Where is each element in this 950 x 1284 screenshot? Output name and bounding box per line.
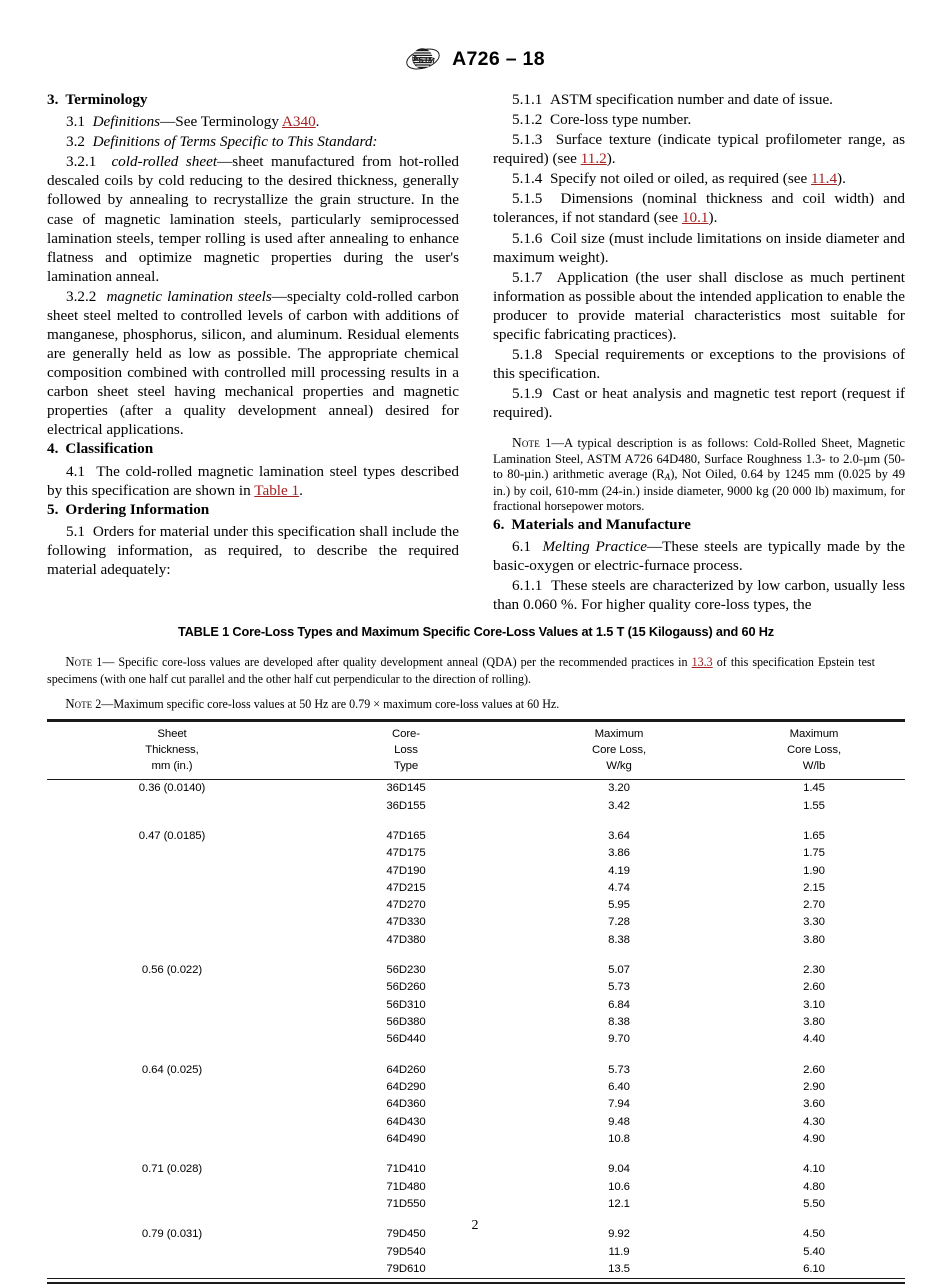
spacer-cell [723, 1148, 905, 1161]
cell-core-loss-type: 36D155 [386, 799, 426, 812]
paragraph-text: Dimensions (nominal thickness and coil width) and tolerances, if not standard (see [493, 190, 906, 227]
paragraph-3-1 [47, 112, 459, 131]
cell-core-loss-type: 47D270 [386, 899, 426, 912]
table-body [47, 780, 905, 1279]
header-line: Sheet [157, 727, 187, 740]
cell-max-core-loss-wlb: 4.30 [803, 1115, 825, 1128]
svg-text:A: A [412, 53, 420, 64]
paragraph-text-tail: ). [606, 150, 616, 168]
table-row [47, 1079, 905, 1096]
rule-cell [723, 1279, 905, 1284]
cell-max-core-loss-wlb: 5.50 [803, 1198, 825, 1211]
cell-sheet-thickness: 0.71 (0.028) [141, 1163, 203, 1176]
cell-sheet-thickness: 0.47 (0.0185) [138, 829, 206, 842]
spacer-cell [723, 1049, 905, 1062]
column-header-sheet-thickness [47, 726, 297, 775]
svg-text:M: M [427, 55, 436, 66]
paragraph-4-1 [47, 462, 459, 500]
spacer-cell [47, 949, 297, 962]
table-row [47, 1261, 905, 1279]
table-row [47, 798, 905, 815]
note-label: Note [65, 695, 93, 711]
column-header-core-loss-type [297, 726, 515, 775]
cell-max-core-loss-wkg: 11.9 [608, 1245, 630, 1258]
cross-reference-11-4[interactable]: 11.4 [811, 170, 838, 188]
table-caption: TABLE 1 Core-Loss Types and Maximum Specific Core-Loss Values at 1.5 T (15 Kilogauss) and 60 Hz [177, 624, 775, 639]
cell-max-core-loss-wlb: 2.60 [803, 981, 825, 994]
cell-max-core-loss-wkg: 9.70 [608, 1033, 630, 1046]
paragraph-text-tail: . [299, 481, 303, 499]
paragraph-number: 5.1.2 [512, 111, 543, 129]
section-number: 5. [47, 500, 59, 518]
note-text-tail: of this specification Epstein test specimens (with one half cut parallel and the other half cut perpendicular to the direction of rolling). [47, 655, 875, 686]
cell-max-core-loss-wkg: 7.28 [608, 916, 630, 929]
cell-core-loss-type: 47D380 [386, 933, 426, 946]
table-row [47, 880, 905, 897]
cell-max-core-loss-wlb: 4.40 [803, 1033, 825, 1046]
cell-core-loss-type: 36D145 [386, 782, 426, 795]
cell-max-core-loss-wlb: 4.80 [803, 1180, 825, 1193]
cell-max-core-loss-wlb: 3.80 [803, 1016, 825, 1029]
spacer-cell [515, 949, 723, 962]
header-line: Loss [394, 743, 418, 756]
spacer-cell [297, 1049, 515, 1062]
header-line: W/kg [606, 760, 632, 772]
table-row [47, 1062, 905, 1079]
table-group-spacer [47, 1148, 905, 1161]
cross-reference-13-3[interactable]: 13.3 [691, 655, 713, 669]
paragraph-text-tail: ). [708, 209, 718, 227]
cell-core-loss-type: 79D450 [386, 1228, 426, 1241]
cell-max-core-loss-wlb: 1.75 [803, 847, 825, 860]
cell-max-core-loss-wkg: 5.73 [608, 981, 630, 994]
subscript-a: A [664, 472, 671, 483]
cell-max-core-loss-wlb: 1.55 [803, 799, 825, 812]
table-row [47, 845, 905, 862]
cell-sheet-thickness [47, 1261, 297, 1279]
rule-cell [47, 1279, 297, 1284]
note-text: —A typical description is as follows: Cold-Rolled Sheet, Magnetic Lamination Steel, ASTM A726 64D480, Surface Roughness 1.3- to 2.0-µm (50- to 80-µin.) arithmetic average (R [493, 436, 905, 482]
header-line: Maximum [594, 727, 644, 740]
paragraph-text: —These steels are typically made by the basic-oxygen or electric-furnace process. [493, 537, 905, 574]
cell-max-core-loss-wkg: 3.64 [608, 829, 630, 842]
note-number: 2 [95, 696, 102, 711]
section-heading-terminology [47, 90, 459, 109]
cell-core-loss-type: 71D410 [386, 1163, 426, 1176]
cell-max-core-loss-wlb: 5.40 [803, 1245, 825, 1258]
paragraph-6-1-1 [493, 576, 905, 614]
table-row [47, 962, 905, 979]
cell-core-loss-type: 64D360 [386, 1098, 426, 1111]
spacer-cell [47, 1049, 297, 1062]
paragraph-title: Definitions of Terms Specific to This Standard: [92, 133, 378, 151]
paragraph-5-1-3 [493, 130, 905, 168]
paragraph-5-1-4 [493, 169, 905, 188]
note-label: Note [512, 435, 540, 451]
cell-core-loss-type: 56D230 [386, 964, 426, 977]
left-column [47, 90, 459, 614]
body-columns [47, 90, 905, 614]
cell-sheet-thickness [47, 897, 297, 914]
paragraph-text: Surface texture (indicate typical profilometer range, as required) (see [493, 131, 905, 168]
cell-sheet-thickness [47, 880, 297, 897]
table-row [47, 1096, 905, 1113]
table-group-spacer [47, 1049, 905, 1062]
section-title: Ordering Information [65, 500, 210, 518]
paragraph-5-1-9 [493, 384, 905, 422]
paragraph-3-2 [47, 132, 459, 151]
section-heading-ordering-information [47, 500, 459, 519]
spacer-cell [515, 1148, 723, 1161]
core-loss-table [47, 719, 905, 1284]
cell-core-loss-type: 47D215 [386, 881, 426, 894]
cell-max-core-loss-wkg: 10.6 [608, 1180, 630, 1193]
column-header-max-core-loss-wlb [723, 726, 905, 775]
cell-sheet-thickness [47, 932, 297, 949]
table-group-spacer [47, 815, 905, 828]
cell-core-loss-type: 47D190 [386, 864, 426, 877]
cell-max-core-loss-wkg: 9.92 [608, 1228, 630, 1241]
cell-max-core-loss-wkg: 7.94 [608, 1098, 630, 1111]
paragraph-text: —See Terminology [160, 113, 282, 131]
cell-max-core-loss-wkg: 6.40 [608, 1081, 630, 1094]
table-row [47, 897, 905, 914]
cell-sheet-thickness: 0.64 (0.025) [141, 1063, 203, 1076]
cell-core-loss-type: 71D480 [386, 1180, 426, 1193]
cell-max-core-loss-wlb: 2.60 [803, 1063, 825, 1076]
paragraph-3-2-2 [47, 287, 459, 440]
cell-sheet-thickness [47, 914, 297, 931]
paragraph-text: —specialty cold-rolled carbon sheet steel melted to controlled levels of carbon with additions of manganese, phosphorus, silicon, and aluminum. Residual elements are generally held as low as possible. The appropriate chemical composition combined with controlled mill processing results in a carbon sheet steel having mechanical properties and magnetic properties (after a quality development anneal) desired for electrical applications. [47, 287, 460, 439]
paragraph-text: ASTM specification number and date of issue. [549, 91, 833, 108]
rule-cell [515, 1279, 723, 1284]
paragraph-5-1-7 [493, 268, 905, 344]
table-row [47, 997, 905, 1014]
cell-core-loss-type: 64D290 [386, 1081, 426, 1094]
table-footer [47, 1279, 905, 1284]
spacer-cell [297, 1148, 515, 1161]
cell-max-core-loss-wkg: 13.5 [608, 1263, 630, 1276]
paragraph-number: 5.1.7 [512, 268, 543, 286]
cell-max-core-loss-wlb: 1.45 [803, 782, 825, 795]
paragraph-number: 3.2.1 [66, 153, 97, 171]
spacer-cell [723, 949, 905, 962]
section-number: 3. [47, 91, 59, 108]
paragraph-number: 5.1 [66, 522, 85, 540]
cell-sheet-thickness [47, 997, 297, 1014]
table-group-spacer [47, 949, 905, 962]
paragraph-5-1-5 [493, 189, 905, 227]
header-line: Type [393, 760, 419, 772]
astm-logo-icon [405, 44, 441, 74]
cell-max-core-loss-wkg: 3.42 [608, 799, 630, 812]
cell-max-core-loss-wlb: 3.60 [803, 1098, 825, 1111]
table-1-block [47, 624, 905, 1284]
cell-max-core-loss-wlb: 3.10 [803, 998, 825, 1011]
cell-max-core-loss-wkg: 8.38 [608, 933, 630, 946]
paragraph-number: 3.1 [66, 113, 85, 131]
cell-sheet-thickness [47, 979, 297, 996]
cell-core-loss-type: 64D490 [386, 1133, 426, 1146]
table-row [47, 1014, 905, 1031]
defined-term: magnetic lamination steels [106, 287, 272, 305]
note-1-right-column [493, 435, 905, 514]
paragraph-number: 4.1 [66, 462, 85, 480]
cell-max-core-loss-wkg: 9.48 [608, 1115, 630, 1128]
cell-max-core-loss-wkg: 8.38 [608, 1016, 630, 1029]
header-line: Core Loss, [591, 743, 647, 756]
cell-max-core-loss-wkg: 4.74 [608, 881, 630, 894]
cell-sheet-thickness [47, 1031, 297, 1048]
paragraph-number: 5.1.5 [512, 190, 543, 208]
paragraph-number: 6.1.1 [512, 576, 543, 594]
cell-core-loss-type: 47D175 [386, 847, 426, 860]
paragraph-number: 3.2 [66, 133, 85, 151]
cell-max-core-loss-wkg: 6.84 [608, 998, 630, 1011]
section-title: Materials and Manufacture [511, 515, 691, 533]
spacer-cell [515, 1049, 723, 1062]
header-line: Thickness, [145, 743, 199, 756]
paragraph-number: 3.2.2 [66, 287, 97, 305]
cell-max-core-loss-wlb: 3.30 [803, 916, 825, 929]
defined-term: cold-rolled sheet [111, 153, 218, 171]
cell-max-core-loss-wlb: 6.10 [803, 1263, 825, 1276]
note-number: 1 [545, 436, 552, 451]
table-row [47, 1196, 905, 1213]
cell-max-core-loss-wkg: 5.07 [608, 964, 630, 977]
paragraph-number: 6.1 [512, 537, 531, 555]
cell-core-loss-type: 56D380 [386, 1016, 426, 1029]
header-line: mm (in.) [151, 760, 193, 772]
cell-sheet-thickness [47, 1196, 297, 1213]
table-bottom-rule [47, 1279, 905, 1284]
cell-core-loss-type: 79D610 [386, 1263, 426, 1276]
table-row [47, 863, 905, 880]
cell-sheet-thickness [47, 1096, 297, 1113]
table-note-1 [47, 653, 875, 688]
section-title: Terminology [65, 91, 148, 108]
paragraph-text: Cast or heat analysis and magnetic test report (request if required). [493, 385, 906, 422]
table-header-row [47, 726, 905, 775]
spacer-cell [515, 815, 723, 828]
paragraph-text: Application (the user shall disclose as much pertinent information as possible about the intended application to enable the producer to provide material characteristics most suitable for specific fabricating practices). [493, 268, 906, 343]
page-header [0, 44, 950, 74]
paragraph-5-1-1 [493, 90, 905, 109]
cross-reference-10-1[interactable]: 10.1 [681, 209, 709, 227]
table-row [47, 1031, 905, 1048]
cell-core-loss-type: 56D440 [386, 1033, 426, 1046]
table-row [47, 1179, 905, 1196]
cell-max-core-loss-wlb: 1.90 [803, 864, 825, 877]
cell-max-core-loss-wkg: 9.04 [608, 1163, 630, 1176]
table-note-2 [47, 695, 875, 713]
section-title: Classification [65, 440, 154, 458]
column-header-max-core-loss-wkg [515, 726, 723, 775]
cell-sheet-thickness [47, 863, 297, 880]
note-text-tail: ), Not Oiled, 0.64 by 1245 mm (0.025 by 49 in.) by coil, 610-mm (24-in.) inside diameter, 9000 kg (20 000 lb) maximum, for fractional horsepower motors. [493, 467, 905, 514]
paragraph-number: 5.1.8 [512, 346, 543, 364]
cross-reference-11-2[interactable]: 11.2 [580, 150, 607, 168]
cell-core-loss-type: 56D260 [386, 981, 426, 994]
cell-core-loss-type: 64D260 [386, 1063, 426, 1076]
cell-sheet-thickness [47, 1079, 297, 1096]
rule-cell [297, 1279, 515, 1284]
paragraph-number: 5.1.9 [512, 385, 543, 403]
note-text: —Maximum specific core-loss values at 50 Hz are 0.79 × maximum core-loss values at 60 Hz. [101, 696, 560, 711]
cell-max-core-loss-wlb: 2.15 [803, 881, 825, 894]
table-row [47, 780, 905, 798]
cell-max-core-loss-wkg: 3.86 [608, 847, 630, 860]
spacer-cell [723, 815, 905, 828]
paragraph-text: —sheet manufactured from hot-rolled descaled coils by cold reducing to the desired thickness, generally followed by annealing to recrystallize the grain structure. In the case of magnetic lamination steels, particularly semiprocessed lamination steels, temper rolling is used after annealing to enhance flatness and optimize magnetic properties during the user's lamination anneal. [47, 153, 459, 285]
defined-term: Definitions [92, 113, 161, 131]
defined-term: Melting Practice [542, 537, 647, 555]
svg-text:S: S [418, 55, 425, 65]
cell-max-core-loss-wlb: 3.80 [803, 933, 825, 946]
table-row [47, 914, 905, 931]
paragraph-5-1-2 [493, 110, 905, 129]
note-label: Note [65, 654, 93, 669]
paragraph-text-tail: . [315, 113, 320, 131]
cell-core-loss-type: 47D330 [386, 916, 426, 929]
header-line: W/lb [802, 760, 826, 772]
cell-max-core-loss-wlb: 4.50 [803, 1228, 825, 1241]
spacer-cell [297, 949, 515, 962]
paragraph-number: 5.1.4 [512, 170, 543, 188]
spacer-cell [47, 815, 297, 828]
cell-max-core-loss-wlb: 2.30 [803, 964, 825, 977]
table-row [47, 932, 905, 949]
cell-core-loss-type: 56D310 [386, 998, 426, 1011]
paragraph-6-1 [493, 537, 905, 575]
cell-max-core-loss-wkg: 4.19 [608, 864, 630, 877]
header-line: Maximum [789, 727, 839, 740]
cell-sheet-thickness [47, 1131, 297, 1148]
page-number: 2 [471, 1218, 479, 1233]
table-header [47, 720, 905, 780]
cell-max-core-loss-wkg: 3.20 [608, 782, 630, 795]
cell-max-core-loss-wlb: 2.70 [803, 899, 825, 912]
paragraph-5-1 [47, 522, 459, 579]
cross-reference-a340[interactable]: A340 [281, 113, 316, 131]
cell-sheet-thickness: 0.36 (0.0140) [138, 782, 206, 795]
paragraph-text: Orders for material under this specification shall include the following information, as required, to describe the required material adequately: [47, 522, 459, 579]
table-row [47, 1161, 905, 1178]
cell-max-core-loss-wkg: 5.95 [608, 899, 630, 912]
table-row [47, 1244, 905, 1261]
cell-sheet-thickness [47, 1244, 297, 1261]
note-number: 1 [96, 655, 103, 669]
cell-max-core-loss-wlb: 1.65 [803, 829, 825, 842]
table-row [47, 828, 905, 845]
cell-sheet-thickness [47, 845, 297, 862]
cell-core-loss-type: 79D540 [386, 1245, 426, 1258]
cell-core-loss-type: 64D430 [386, 1115, 426, 1128]
cell-max-core-loss-wlb: 4.10 [803, 1163, 825, 1176]
cell-max-core-loss-wlb: 2.90 [803, 1081, 825, 1094]
section-number: 4. [47, 440, 59, 458]
section-number: 6. [493, 515, 505, 533]
cell-sheet-thickness [47, 798, 297, 815]
right-column [493, 90, 905, 614]
section-heading-classification [47, 439, 459, 458]
cell-max-core-loss-wkg: 5.73 [608, 1063, 630, 1076]
table-row [47, 1131, 905, 1148]
header-line: Core Loss, [786, 743, 842, 756]
cell-max-core-loss-wlb: 4.90 [803, 1133, 825, 1146]
paragraph-text: Coil size (must include limitations on inside diameter and maximum weight). [493, 229, 906, 266]
paragraph-text: The cold-rolled magnetic lamination steel types described by this specification are shown in [47, 462, 459, 499]
cell-core-loss-type: 47D165 [386, 829, 426, 842]
paragraph-text: These steels are characterized by low carbon, usually less than 0.060 %. For higher quality core-loss types, the [493, 576, 905, 613]
note-text: — Specific core-loss values are developed after quality development anneal (QDA) per the recommended practices in [102, 655, 692, 669]
section-heading-materials-and-manufacture [493, 515, 905, 534]
table-row [47, 979, 905, 996]
table-row [47, 1114, 905, 1131]
cell-sheet-thickness [47, 1114, 297, 1131]
svg-text:T: T [423, 55, 429, 65]
paragraph-text: Core-loss type number. [549, 111, 692, 129]
spacer-cell [47, 1148, 297, 1161]
cell-sheet-thickness [47, 1179, 297, 1196]
cell-core-loss-type: 71D550 [386, 1198, 426, 1211]
cross-reference-table-1[interactable]: Table 1 [254, 481, 300, 499]
paragraph-number: 5.1.6 [512, 229, 543, 247]
paragraph-text: Specify not oiled or oiled, as required (see [549, 170, 812, 188]
paragraph-5-1-8 [493, 345, 905, 383]
standard-designation: A726 – 18 [452, 47, 545, 70]
cell-max-core-loss-wkg: 10.8 [608, 1133, 630, 1146]
cell-sheet-thickness [47, 1014, 297, 1031]
cell-max-core-loss-wkg: 12.1 [608, 1198, 630, 1211]
cell-sheet-thickness: 0.79 (0.031) [141, 1228, 203, 1241]
cell-sheet-thickness: 0.56 (0.022) [141, 964, 203, 977]
paragraph-text-tail: ). [837, 170, 846, 188]
paragraph-3-2-1 [47, 152, 459, 286]
paragraph-number: 5.1.3 [512, 131, 543, 149]
spacer-cell [297, 815, 515, 828]
paragraph-text: Special requirements or exceptions to the provisions of this specification. [493, 346, 906, 383]
header-line: Core- [392, 727, 420, 740]
paragraph-5-1-6 [493, 229, 905, 267]
paragraph-number: 5.1.1 [512, 91, 543, 108]
